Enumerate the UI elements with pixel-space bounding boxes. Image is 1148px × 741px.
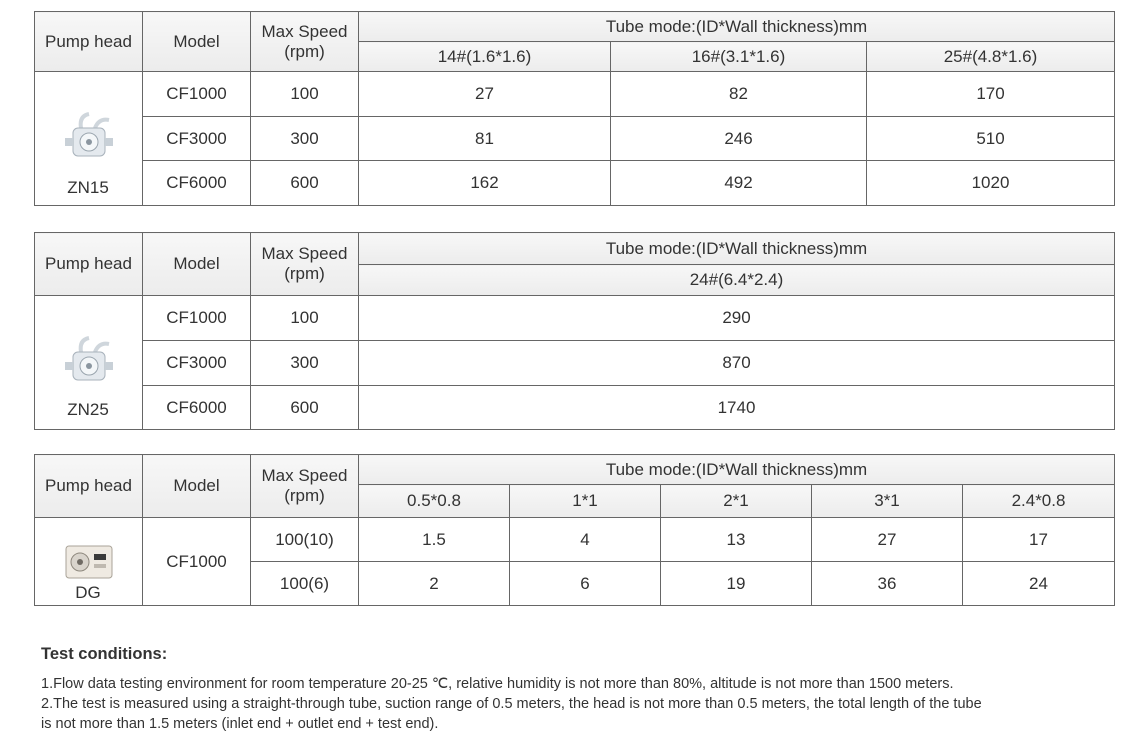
table-row [35,296,1115,341]
header-tube-mode: Tube mode:(ID*Wall thickness)mm [359,12,1115,42]
header-tube-mode: Tube mode:(ID*Wall thickness)mm [359,455,1115,485]
header-tube: 3*1 [812,485,963,518]
flow-cell: 24 [963,562,1115,606]
flow-cell: 36 [812,562,963,606]
header-pump-head: Pump head [35,233,143,296]
speed-cell: 100 [251,72,359,117]
flow-table-dg [34,454,1115,606]
test-condition-2: 2.The test is measured using a straight-through tube, suction range of 0.5 meters, the head is not more than 0.5 meters, the total length of the tube [41,696,982,712]
header-max-speed-unit: (rpm) [284,264,325,283]
test-conditions [41,644,1121,734]
pump-head-label: ZN25 [67,400,109,419]
flow-cell: 19 [661,562,812,606]
flow-cell: 2 [359,562,510,606]
model-cell: CF3000 [143,341,251,386]
model-cell: CF6000 [143,386,251,430]
flow-cell: 510 [867,117,1115,161]
flow-table-zn15 [34,11,1115,206]
model-cell: CF1000 [143,518,251,606]
flow-cell: 492 [611,161,867,206]
header-tube: 25#(4.8*1.6) [867,42,1115,72]
table-row [35,341,1115,386]
header-tube: 24#(6.4*2.4) [359,265,1115,296]
header-tube: 0.5*0.8 [359,485,510,518]
speed-cell: 100 [251,296,359,341]
flow-cell: 246 [611,117,867,161]
header-tube: 14#(1.6*1.6) [359,42,611,72]
speed-cell: 300 [251,117,359,161]
model-cell: CF3000 [143,117,251,161]
header-pump-head: Pump head [35,12,143,72]
test-conditions-title: Test conditions: [41,645,168,663]
flow-cell: 13 [661,518,812,562]
pump-head-label: DG [75,583,101,602]
speed-cell: 600 [251,161,359,206]
flow-cell: 17 [963,518,1115,562]
flow-cell: 870 [359,341,1115,386]
test-condition-1: 1.Flow data testing environment for room temperature 20-25 ℃, relative humidity is not more than 80%, altitude is not more than 1500 meters. [41,676,954,692]
flow-cell: 27 [812,518,963,562]
header-tube: 2.4*0.8 [963,485,1115,518]
header-tube: 16#(3.1*1.6) [611,42,867,72]
pump-head-image [59,334,119,392]
flow-cell: 1740 [359,386,1115,430]
flow-cell: 1020 [867,161,1115,206]
pump-head-label: ZN15 [67,178,109,197]
header-model: Model [143,12,251,72]
header-tube: 2*1 [661,485,812,518]
header-max-speed [251,455,359,518]
table-row [35,386,1115,430]
speed-cell: 100(6) [251,562,359,606]
header-max-speed-label: Max Speed [261,466,348,485]
speed-cell: 600 [251,386,359,430]
flow-cell: 162 [359,161,611,206]
pump-head-image [62,540,116,584]
speed-cell: 300 [251,341,359,386]
header-max-speed-label: Max Speed [261,244,348,263]
header-pump-head: Pump head [35,455,143,518]
flow-table-zn25 [34,232,1115,430]
header-max-speed-label: Max Speed [261,21,348,41]
model-cell: CF6000 [143,161,251,206]
flow-cell: 6 [510,562,661,606]
header-model: Model [143,455,251,518]
table-row [35,117,1115,161]
speed-cell: 100(10) [251,518,359,562]
test-condition-2-cont: is not more than 1.5 meters (inlet end + outlet end + test end). [41,716,439,732]
flow-cell: 4 [510,518,661,562]
flow-cell: 82 [611,72,867,117]
flow-cell: 290 [359,296,1115,341]
flow-cell: 1.5 [359,518,510,562]
flow-cell: 27 [359,72,611,117]
header-max-speed [251,12,359,72]
table-row [35,72,1115,117]
model-cell: CF1000 [143,296,251,341]
flow-cell: 81 [359,117,611,161]
header-max-speed-unit: (rpm) [284,486,325,505]
table-row [35,518,1115,562]
header-tube-mode: Tube mode:(ID*Wall thickness)mm [359,233,1115,265]
header-tube: 1*1 [510,485,661,518]
header-max-speed [251,233,359,296]
header-model: Model [143,233,251,296]
header-max-speed-unit: (rpm) [284,41,325,61]
table-row [35,161,1115,206]
flow-cell: 170 [867,72,1115,117]
model-cell: CF1000 [143,72,251,117]
pump-head-image [59,110,119,168]
